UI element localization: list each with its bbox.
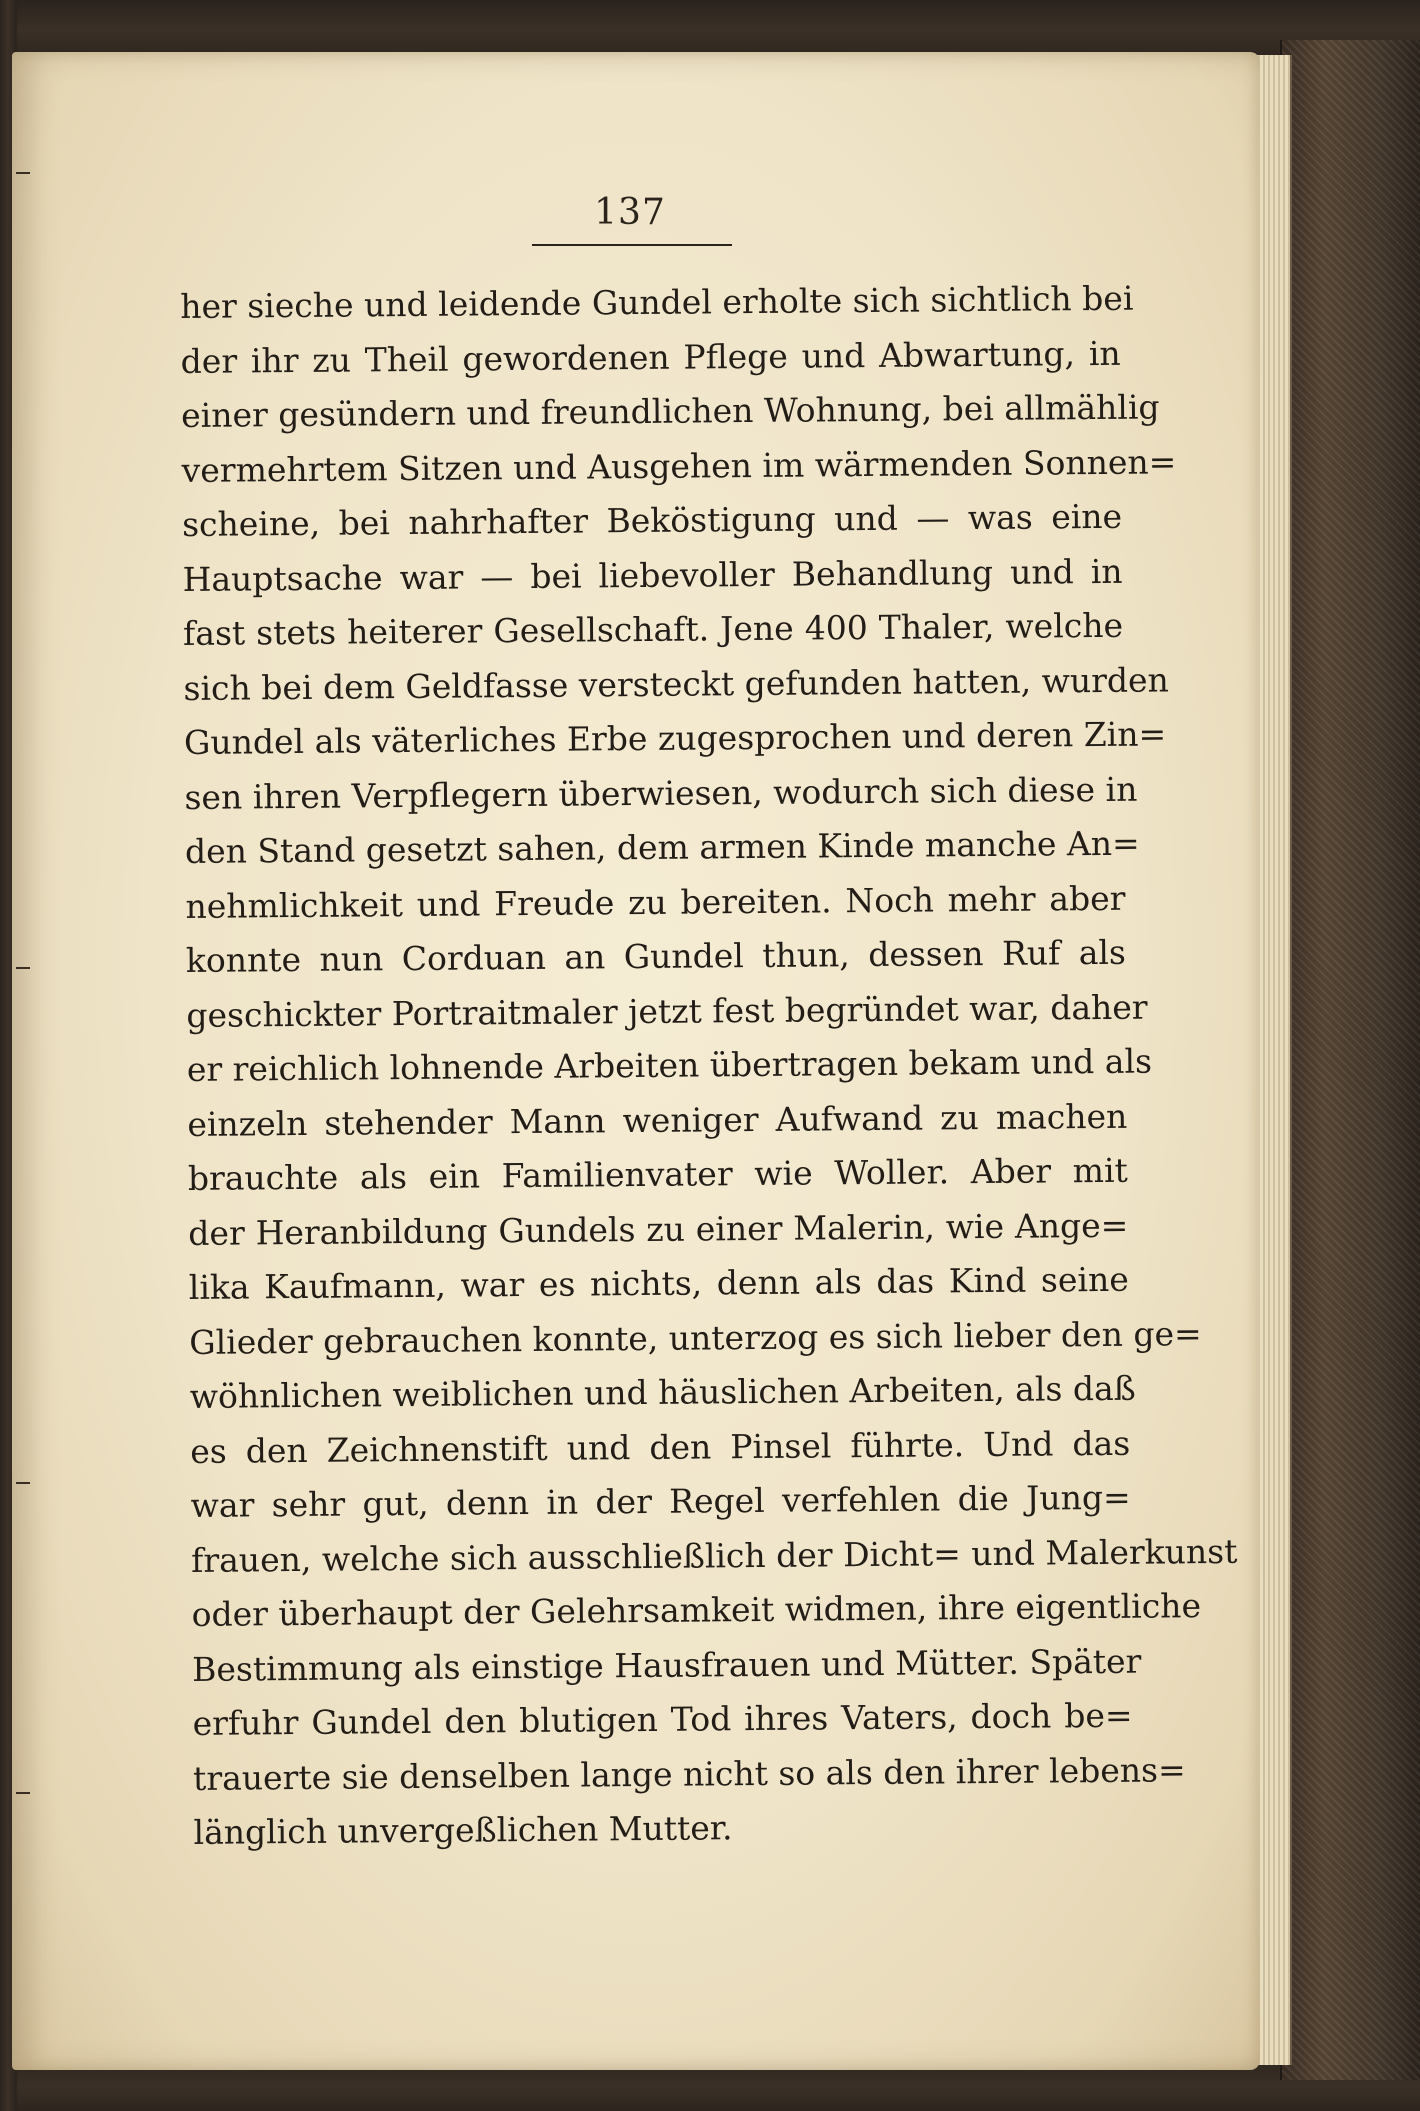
text-line: einzeln stehender Mann weniger Aufwand zu machen — [187, 1096, 1128, 1144]
text-line: der ihr zu Theil gewordenen Pflege und Abwartung, in — [180, 333, 1121, 381]
stitch-mark — [16, 1482, 30, 1484]
text-line: frauen, welche sich ausschließlich der Dicht= und Malerkunst — [190, 1531, 1238, 1580]
text-line: der Heranbildung Gundels zu einer Malerin, wie Ange= — [188, 1205, 1129, 1253]
text-line: fast stets heiterer Gesellschaft. Jene 400 Thaler, welche — [182, 605, 1124, 653]
text-line: wöhnlichen weiblichen und häuslichen Arbeiten, als daß — [189, 1368, 1136, 1416]
header-rule — [532, 244, 732, 246]
stitch-mark — [16, 172, 30, 174]
text-line: er reichlich lohnende Arbeiten übertragen bekam und als — [186, 1041, 1153, 1089]
text-line: brauchte als ein Familienvater wie Woller. Aber mit — [187, 1150, 1128, 1198]
text-line: trauerte sie denselben lange nicht so als den ihrer lebens= — [192, 1749, 1186, 1798]
page-number: 137 — [594, 192, 666, 233]
text-line: einer gesündern und freundlichen Wohnung, bei allmählig — [181, 387, 1160, 435]
text-line: nehmlichkeit und Freude zu bereiten. Noch mehr aber — [185, 878, 1126, 926]
body-text — [180, 272, 1238, 1861]
text-line: länglich unvergeßlichen Mutter. — [193, 1808, 733, 1852]
text-line: konnte nun Corduan an Gundel thun, dessen Ruf als — [185, 932, 1127, 980]
text-line: es den Zeichnenstift und den Pinsel führte. Und das — [190, 1423, 1131, 1471]
text-line: den Stand gesetzt sahen, dem armen Kinde manche An= — [184, 823, 1140, 871]
text-line: sen ihren Verpflegern überwiesen, wodurch sich diese in — [184, 769, 1138, 817]
text-line: Glieder gebrauchen konnte, unterzog es sich lieber den ge= — [189, 1313, 1202, 1362]
text-line: scheine, bei nahrhafter Beköstigung und — was eine — [181, 496, 1123, 544]
text-line: vermehrtem Sitzen und Ausgehen im wärmenden Sonnen= — [181, 441, 1177, 490]
stitch-mark — [16, 1792, 30, 1794]
text-line: Bestimmung als einstige Hausfrauen und Mütter. Später — [191, 1641, 1142, 1689]
text-line: erfuhr Gundel den blutigen Tod ihres Vaters, doch be= — [192, 1695, 1133, 1743]
text-line: oder überhaupt der Gelehrsamkeit widmen, ihre eigentliche — [191, 1586, 1202, 1634]
text-line: lika Kaufmann, war es nichts, denn als das Kind seine — [188, 1259, 1129, 1307]
book-binding — [1280, 40, 1420, 2080]
text-line: Hauptsache war — bei liebevoller Behandlung und in — [182, 551, 1123, 599]
text-line: Gundel als väterliches Erbe zugesprochen und deren Zin= — [183, 714, 1167, 762]
stitch-mark — [16, 967, 30, 969]
text-line: her sieche und leidende Gundel erholte sich sichtlich bei — [180, 278, 1134, 326]
text-line: geschickter Portraitmaler jetzt fest begründet war, daher — [186, 987, 1148, 1035]
text-line: war sehr gut, denn in der Regel verfehlen die Jung= — [190, 1477, 1131, 1525]
text-line: sich bei dem Geldfasse versteckt gefunden hatten, wurden — [183, 659, 1169, 708]
